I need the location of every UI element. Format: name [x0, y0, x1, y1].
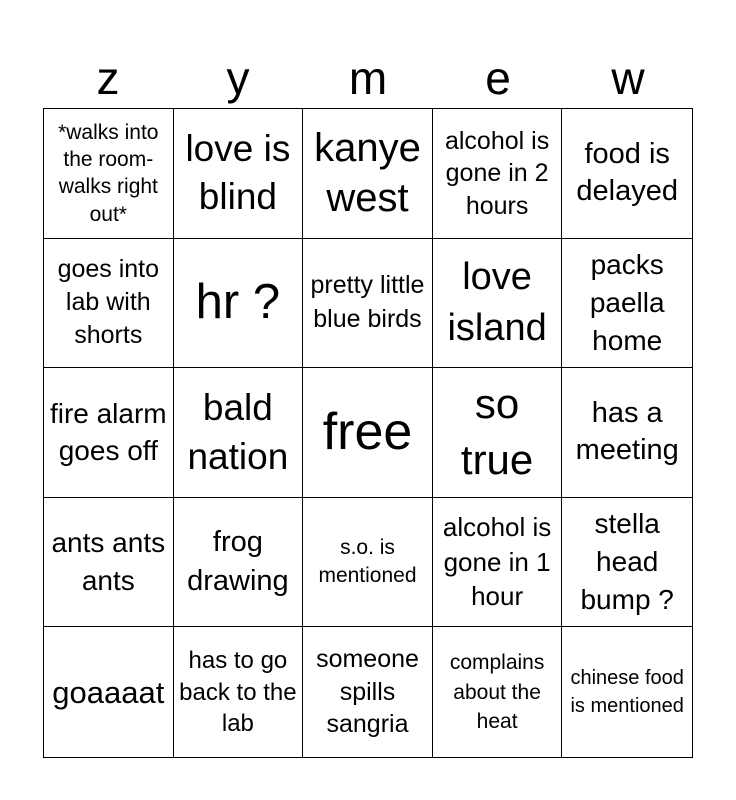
bingo-cell-text: has to go back to the lab — [179, 647, 297, 737]
bingo-cell-text: free — [322, 403, 413, 462]
bingo-cell-text: has a meeting — [575, 396, 679, 467]
bingo-cell-text: packs paella home — [589, 249, 665, 356]
bingo-cell[interactable] — [562, 109, 692, 239]
bingo-cell[interactable] — [174, 368, 304, 498]
bingo-free-cell[interactable] — [303, 368, 433, 498]
bingo-cell-text: s.o. is mentioned — [318, 535, 417, 588]
bingo-header — [43, 52, 693, 104]
bingo-cell-text: love island — [447, 255, 547, 349]
bingo-cell[interactable] — [174, 498, 304, 628]
bingo-cell[interactable] — [174, 627, 304, 757]
bingo-cell-text: ants ants ants — [51, 527, 166, 597]
bingo-cell[interactable] — [433, 239, 563, 369]
bingo-cell[interactable] — [433, 627, 563, 757]
bingo-cell[interactable] — [44, 627, 174, 757]
bingo-cell[interactable] — [44, 498, 174, 628]
bingo-cell[interactable] — [433, 498, 563, 628]
bingo-cell-text: goes into lab with shorts — [57, 255, 160, 350]
header-letter: m — [348, 52, 388, 104]
bingo-cell[interactable] — [174, 109, 304, 239]
bingo-cell-text: frog drawing — [187, 525, 289, 598]
header-letter: e — [485, 52, 511, 104]
header-letter: z — [96, 52, 120, 104]
bingo-cell[interactable] — [303, 627, 433, 757]
bingo-grid — [43, 108, 693, 758]
bingo-cell-text: so true — [460, 379, 534, 484]
bingo-cell[interactable] — [433, 109, 563, 239]
bingo-cell[interactable] — [44, 368, 174, 498]
bingo-cell-text: fire alarm goes off — [49, 397, 167, 467]
bingo-cell[interactable] — [562, 498, 692, 628]
bingo-cell[interactable] — [44, 239, 174, 369]
header-letter: y — [226, 52, 250, 104]
bingo-cell[interactable] — [562, 239, 692, 369]
bingo-cell-text: stella head bump ? — [580, 508, 674, 615]
bingo-cell[interactable] — [303, 239, 433, 369]
bingo-cell-text: chinese food is mentioned — [570, 667, 684, 718]
bingo-cell-text: bald nation — [187, 386, 289, 478]
bingo-cell-text: *walks into the room- walks right out* — [58, 120, 159, 226]
bingo-cell[interactable] — [433, 368, 563, 498]
bingo-cell-text: someone spills sangria — [316, 645, 419, 739]
bingo-cell-text: goaaaat — [52, 674, 165, 710]
bingo-cell-text: complains about the heat — [449, 651, 545, 733]
bingo-cell-text: pretty little blue birds — [310, 271, 425, 333]
header-letter: w — [611, 52, 645, 104]
bingo-cell-text: love is blind — [185, 128, 291, 218]
bingo-cell[interactable] — [174, 239, 304, 369]
bingo-cell[interactable] — [303, 109, 433, 239]
bingo-cell-text: kanye west — [314, 126, 421, 221]
bingo-cell[interactable] — [44, 109, 174, 239]
bingo-cell-text: alcohol is gone in 1 hour — [442, 512, 552, 612]
bingo-cell-text: hr ? — [195, 275, 281, 330]
bingo-cell-text: alcohol is gone in 2 hours — [444, 126, 550, 220]
bingo-cell[interactable] — [562, 368, 692, 498]
bingo-cell-text: food is delayed — [576, 137, 678, 208]
bingo-cell[interactable] — [303, 498, 433, 628]
bingo-cell[interactable] — [562, 627, 692, 757]
